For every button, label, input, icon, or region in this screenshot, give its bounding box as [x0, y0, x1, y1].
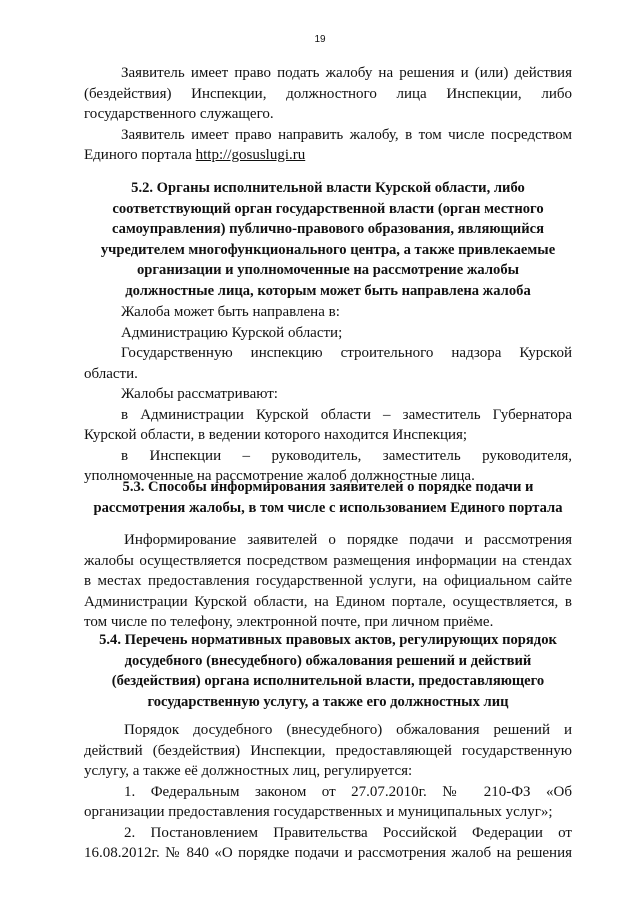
section-5-4-body [84, 720, 572, 864]
body-line: том числе по телефону, электронной почте, при личном приёме. [84, 614, 494, 630]
body-line: жалобы осуществляется посредством размещения информации на стендах [84, 552, 572, 569]
body-line: 16.08.2012г. № 840 «О порядке подачи и рассмотрения жалоб на решения [84, 845, 572, 861]
intro-p2-prefix: Единого портала [84, 147, 196, 163]
body-line: в Инспекции – руководитель, заместитель руководителя, [121, 447, 572, 464]
body-line: 2. Постановлением Правительства Российской Федерации от [124, 824, 572, 841]
body-line: Жалобы рассматривают: [121, 386, 278, 402]
heading-line: (бездействия) органа исполнительной власти, предоставляющего [111, 673, 545, 689]
intro-p1-line3: государственного служащего. [84, 106, 274, 122]
body-line: в местах предоставления государственной услуги, на официальном сайте [84, 573, 572, 589]
heading-line: должностные лица, которым может быть направлена жалоба [125, 282, 531, 299]
section-5-4-heading [84, 630, 572, 712]
intro-p2-line1: Заявитель имеет право направить жалобу, в том числе посредством [121, 126, 572, 143]
heading-line: 5.4. Перечень нормативных правовых актов, регулирующих порядок [99, 632, 557, 648]
intro-p2-line2 [84, 145, 572, 166]
heading-line: учредителем многофункционального центра, а также привлекаемые [100, 241, 556, 258]
section-5-2-heading [84, 178, 572, 301]
intro-section [84, 63, 572, 166]
body-line: действий (бездействия) Инспекции, предоставляющей государственную [84, 742, 572, 759]
intro-p1-line2: (бездействия) Инспекции, должностного лица Инспекции, либо [84, 85, 572, 102]
body-line: Курской области, в ведении которого находится Инспекция; [84, 427, 468, 443]
page-number: 19 [314, 34, 326, 45]
section-5-2-body [84, 302, 572, 487]
heading-line: рассмотрения жалобы, в том числе с использованием Единого портала [93, 499, 563, 516]
heading-line: 5.3. Способы информирования заявителей о порядке подачи и [122, 479, 534, 495]
body-line: Информирование заявителей о порядке подачи и рассмотрения [124, 532, 572, 548]
body-line: Порядок досудебного (внесудебного) обжалования решений и [124, 722, 572, 738]
body-line: 1. Федеральным законом от 27.07.2010г. № 210-ФЗ «Об [124, 783, 572, 800]
heading-line: организации и уполномоченные на рассмотрение жалобы [136, 262, 520, 278]
heading-line: самоуправления) публично-правового образования, являющийся [111, 221, 545, 237]
body-line: Государственную инспекцию строительного надзора Курской [121, 345, 572, 361]
body-line: Администрации Курской области, на Едином портале, осуществляется, в [84, 593, 572, 610]
body-line: в Администрации Курской области – заместитель Губернатора [121, 406, 572, 423]
body-line: услугу, а также её должностных лиц, регулируется: [84, 763, 413, 779]
section-5-3-heading [84, 477, 572, 518]
body-line: Администрацию Курской области; [121, 324, 343, 341]
heading-line: государственную услугу, а также его должностных лиц [147, 693, 509, 710]
body-line: уполномоченные на рассмотрение жалоб должностные лица. [84, 468, 475, 484]
body-line: организации предоставления государственных и муниципальных услуг»; [84, 804, 553, 820]
heading-line: соответствующий орган государственной власти (орган местного [112, 200, 544, 217]
heading-line: 5.2. Органы исполнительной власти Курской области, либо [131, 180, 525, 196]
body-line: Жалоба может быть направлена в: [121, 304, 340, 320]
section-5-3-body [84, 530, 572, 633]
intro-p1-line1: Заявитель имеет право подать жалобу на решения и (или) действия [121, 65, 572, 81]
gosuslugi-link[interactable]: http://gosuslugi.ru [195, 147, 306, 163]
body-line: области. [84, 365, 138, 382]
heading-line: досудебного (внесудебного) обжалования решений и действий [124, 652, 532, 669]
